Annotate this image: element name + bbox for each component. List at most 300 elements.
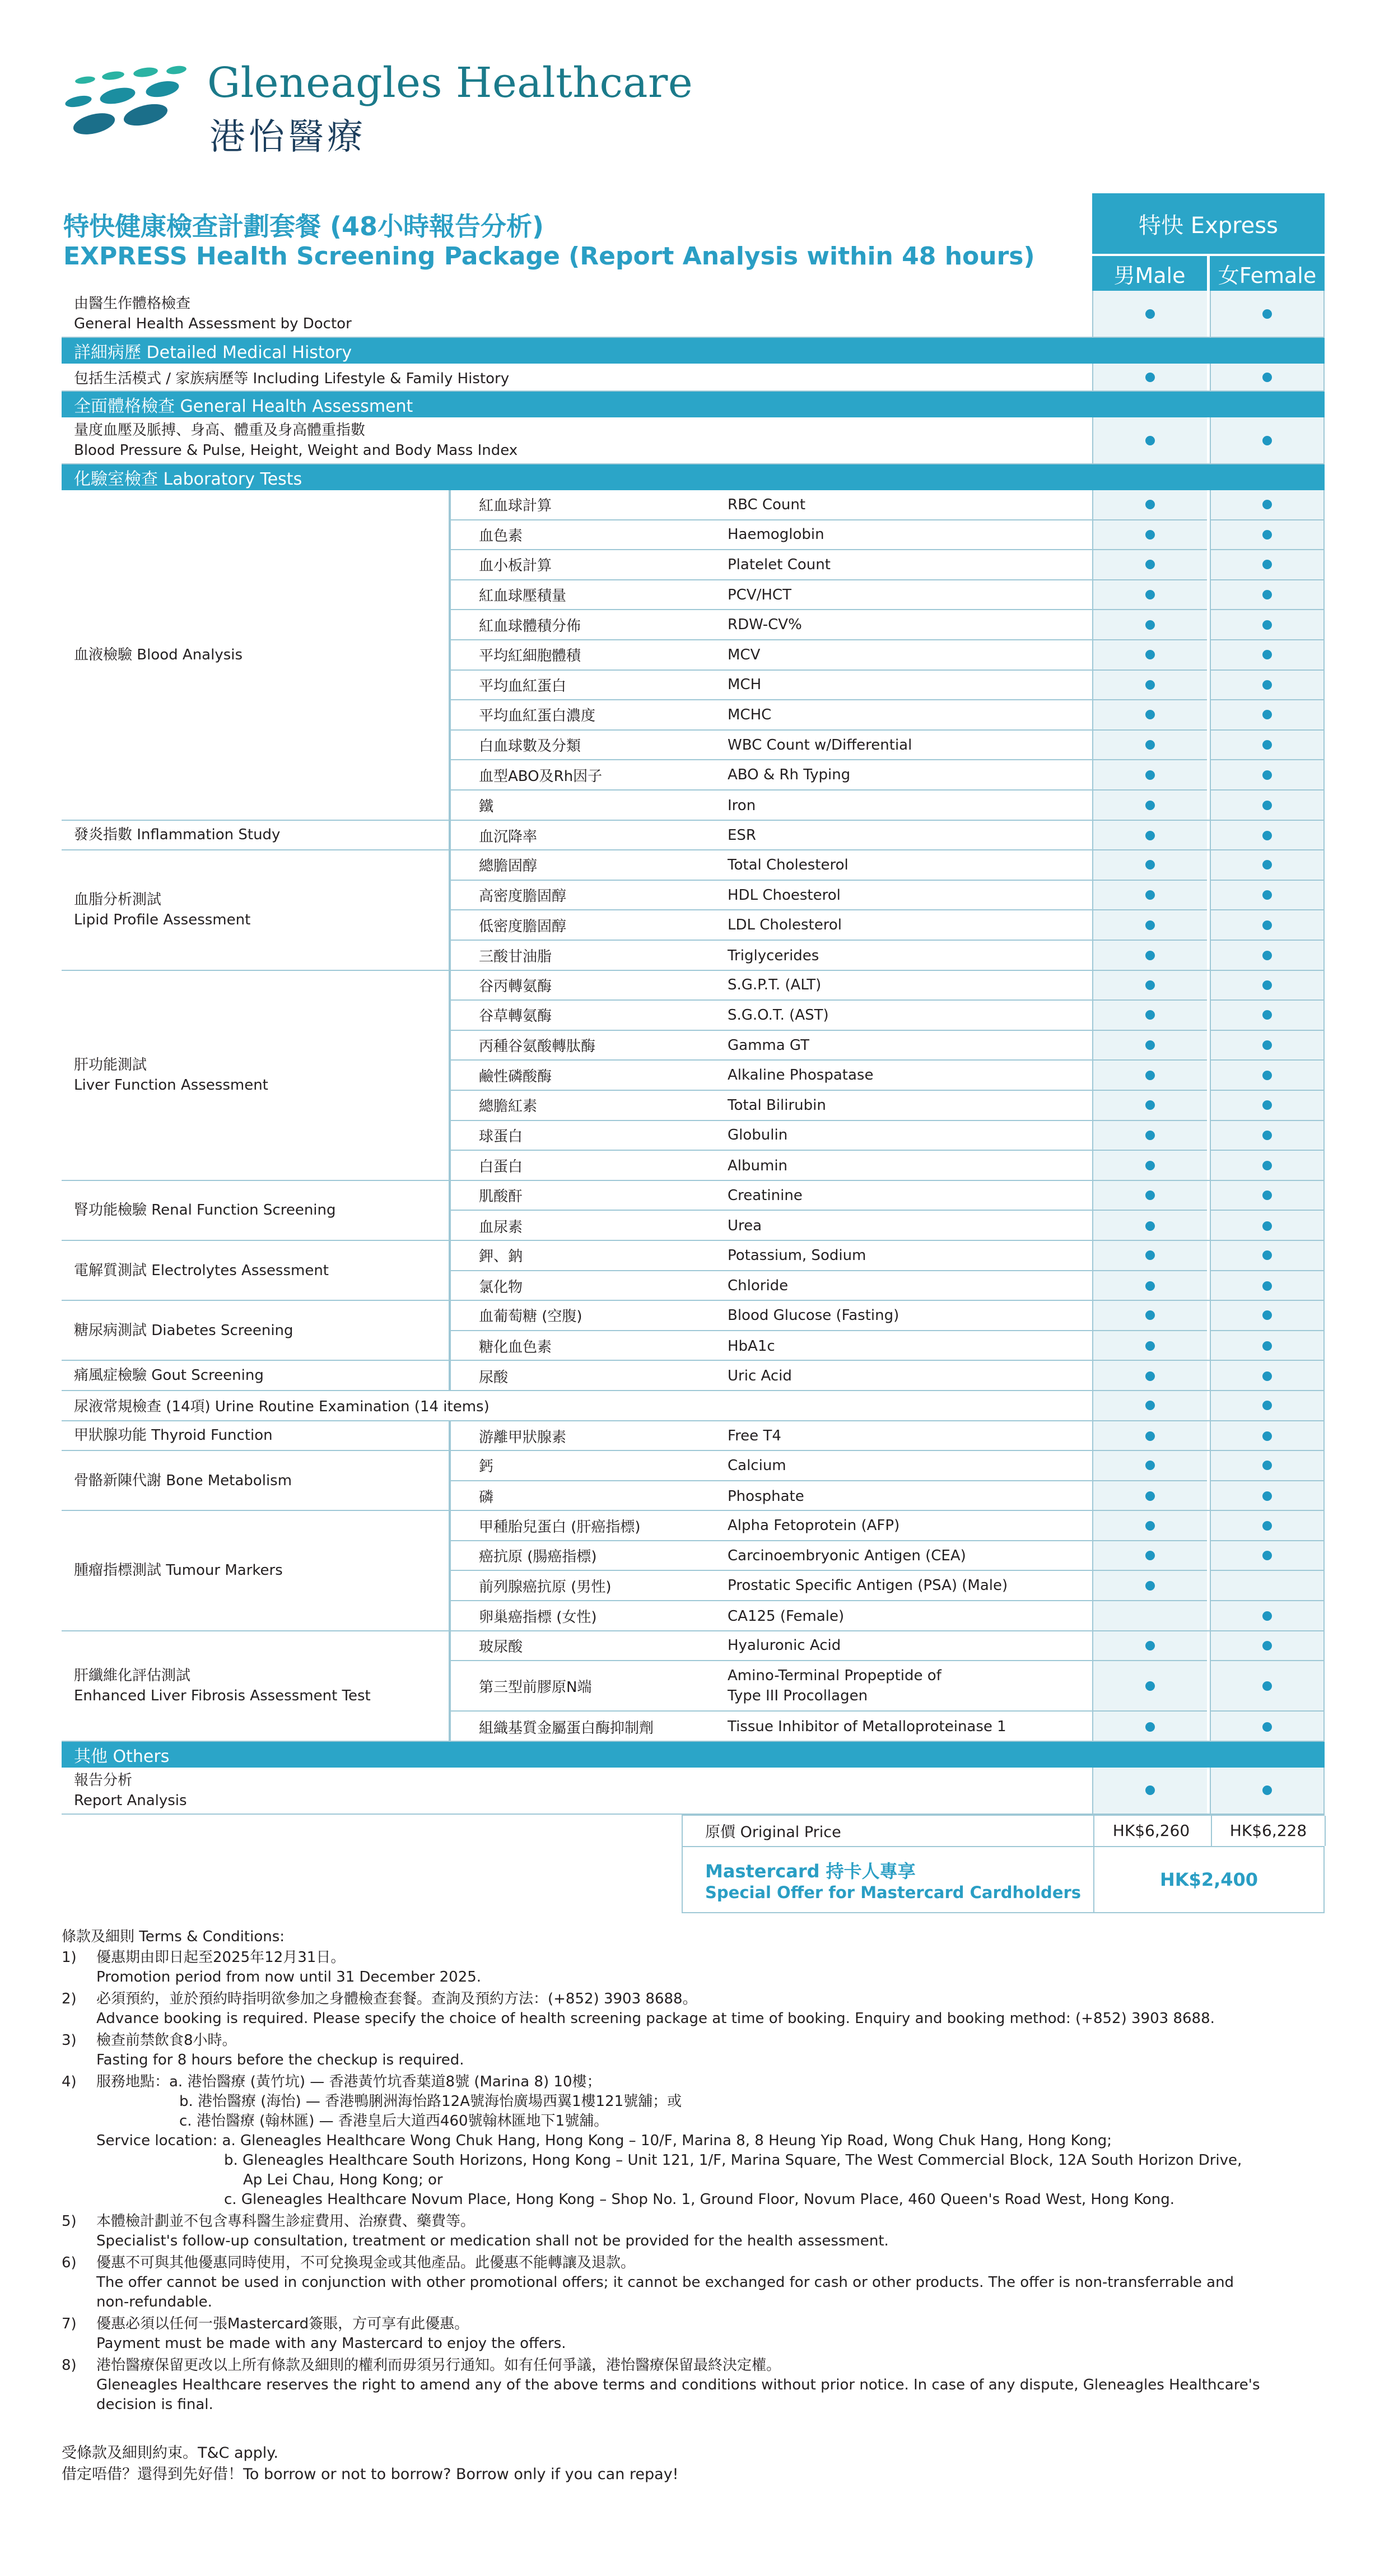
test-group-label: [62, 821, 450, 850]
brand-name-zh: 港怡醫療: [209, 117, 366, 158]
term-line: 港怡醫療保留更改以上所有條款及細則的權利而毋須另行通知。如有任何爭議，港怡醫療保留最終決定權。: [96, 2357, 781, 2374]
test-name-zh: [450, 550, 712, 580]
included-dot-icon: [1262, 920, 1272, 930]
test-name-en-text: RDW-CV%: [728, 616, 802, 634]
included-dot-icon: [1145, 1281, 1155, 1291]
female-column: [1210, 850, 1325, 969]
term-number: 4): [62, 2073, 77, 2090]
included-dot-icon: [1262, 1401, 1272, 1410]
section-others: [62, 1742, 1092, 1768]
included-dot-icon: [1262, 309, 1272, 319]
test-name-en-text: Gamma GT: [728, 1036, 810, 1054]
included-dot-icon: [1145, 560, 1155, 569]
brand-name-en: Gleneagles Healthcare: [207, 59, 693, 107]
included-dot-icon: [1145, 530, 1155, 540]
included-dot-icon: [1145, 1491, 1155, 1501]
female-column: [1210, 1451, 1325, 1510]
footer-notes: [62, 2443, 679, 2485]
term-line: Advance booking is required. Please specify the choice of health screening package at time of booking. Enquiry and booking method: (+852) 3903 8688.: [96, 2010, 1215, 2027]
included-cell: [1211, 1091, 1323, 1121]
included-cell: [1093, 791, 1207, 821]
test-name-zh-text: 血沉降率: [479, 828, 538, 845]
included-dot-icon: [1145, 1551, 1155, 1560]
included-dot-icon: [1145, 309, 1155, 319]
term-line: 檢查前禁飲食8小時。: [96, 2032, 237, 2049]
test-name-en: [712, 1631, 1092, 1662]
test-name-en: [712, 1421, 1092, 1452]
test-name-en: [712, 1241, 1092, 1271]
female-cell: [1210, 364, 1325, 390]
included-dot-icon: [1262, 1100, 1272, 1110]
included-dot-icon: [1145, 1100, 1155, 1110]
included-dot-icon: [1145, 1581, 1155, 1591]
urine-routine-row: [62, 1391, 1325, 1421]
not-included-cell: [1211, 1571, 1323, 1601]
terms-and-conditions: [62, 1927, 1325, 2417]
test-name-en: [712, 580, 1092, 611]
included-cell: [1093, 1121, 1207, 1151]
test-name-zh: [450, 1001, 712, 1031]
test-name-en-text: Total Bilirubin: [728, 1096, 826, 1114]
included-dot-icon: [1262, 1250, 1272, 1260]
test-name-zh: [450, 1121, 712, 1151]
test-name-en-text: Iron: [728, 797, 756, 814]
term-line: 優惠期由即日起至2025年12月31日。: [96, 1949, 346, 1966]
term-line: c. 港怡醫療 (翰林匯) — 香港皇后大道西460號翰林匯地下1號舖。: [179, 2113, 609, 2129]
test-name-zh: [450, 971, 712, 1001]
test-name-zh: [450, 520, 712, 551]
offer-label-zh: Mastercard 持卡人專享: [705, 1860, 916, 1882]
included-cell: [1211, 791, 1323, 821]
test-name-zh: [450, 1601, 712, 1631]
item-label: 尿液常規檢查 (14項) Urine Routine Examination (14 items): [74, 1398, 490, 1416]
included-dot-icon: [1145, 1461, 1155, 1470]
test-name-zh-text: 白血球數及分類: [479, 738, 581, 755]
test-name-en: [712, 700, 1092, 731]
female-column: [1210, 971, 1325, 1180]
female-cell: [1210, 417, 1325, 463]
test-group-label-line: 發炎指數 Inflammation Study: [74, 826, 281, 844]
terms-heading: 條款及細則 Terms & Conditions:: [62, 1928, 285, 1945]
included-dot-icon: [1145, 1521, 1155, 1531]
included-cell: [1211, 1481, 1323, 1512]
term-line: b. Gleneagles Healthcare South Horizons, Hong Kong – Unit 121, 1/F, Marina Square, The West Commercial Block, 12A South Horizon Drive,: [224, 2152, 1242, 2169]
test-name-en-text: Total Cholesterol: [728, 856, 849, 873]
term-line: Specialist's follow-up consultation, treatment or medication shall not be provided for the health assessment.: [96, 2233, 889, 2249]
included-cell: [1211, 1421, 1323, 1452]
test-name-en-text: Creatinine: [728, 1187, 803, 1204]
test-name-zh: [450, 1511, 712, 1541]
test-name-en: [712, 1121, 1092, 1151]
female-cell: [1210, 1391, 1325, 1420]
term-item: [62, 1989, 1325, 2029]
item-label: 包括生活模式 / 家族病歷等 Including Lifestyle & Family History: [74, 370, 510, 387]
male-column: [1092, 1421, 1207, 1450]
term-line: Promotion period from now until 31 December 2025.: [96, 1969, 482, 1986]
included-cell: [1211, 760, 1323, 791]
included-cell: [1093, 520, 1207, 551]
test-name-en-text: MCH: [728, 676, 762, 694]
included-cell: [1211, 1361, 1323, 1391]
included-cell: [1211, 1511, 1323, 1541]
included-dot-icon: [1145, 1722, 1155, 1732]
term-number: 1): [62, 1949, 77, 1966]
test-name-zh: [450, 1631, 712, 1662]
section-bar-fill: [1092, 338, 1325, 364]
package-title-zh: 特快健康檢查計劃套餐 (48小時報告分析): [63, 211, 544, 241]
included-dot-icon: [1145, 801, 1155, 810]
included-cell: [1211, 1661, 1323, 1712]
test-name-en: [712, 1211, 1092, 1241]
included-cell: [1093, 640, 1207, 671]
test-name-zh: [450, 791, 712, 821]
test-name-en-text: Tissue Inhibitor of Metalloproteinase 1: [728, 1718, 1006, 1736]
doctor-assessment-row: [62, 291, 1325, 338]
test-name-en-text: Chloride: [728, 1277, 789, 1295]
included-cell: [1211, 1181, 1323, 1211]
included-cell: [1211, 1211, 1323, 1241]
section-title: 全面體格檢查 General Health Assessment: [74, 397, 413, 416]
included-cell: [1211, 1601, 1323, 1631]
included-cell: [1093, 731, 1207, 761]
mastercard-offer-price: HK$2,400: [1093, 1847, 1325, 1912]
included-dot-icon: [1262, 1431, 1272, 1441]
term-line: 本體檢計劃並不包含專科醫生診症費用、治療費、藥費等。: [96, 2213, 476, 2230]
included-cell: [1093, 1661, 1207, 1712]
test-name-en: [712, 1661, 1092, 1712]
test-name-en-text: Prostatic Specific Antigen (PSA) (Male): [728, 1577, 1008, 1594]
test-group: [62, 1301, 1325, 1361]
test-name-en-text: ABO & Rh Typing: [728, 766, 851, 784]
test-name-zh-text: 谷草轉氨酶: [479, 1008, 552, 1025]
included-dot-icon: [1145, 650, 1155, 659]
included-dot-icon: [1262, 1461, 1272, 1470]
included-cell: [1211, 850, 1323, 881]
included-dot-icon: [1262, 1341, 1272, 1351]
term-item: [62, 2031, 1325, 2070]
original-price-row: [682, 1815, 1325, 1847]
included-cell: [1093, 671, 1207, 701]
section-title: 其他 Others: [74, 1746, 170, 1766]
included-dot-icon: [1262, 710, 1272, 719]
included-dot-icon: [1145, 1131, 1155, 1140]
included-cell: [1093, 1361, 1207, 1391]
test-name-zh-text: 甲種胎兒蛋白 (肝癌指標): [479, 1518, 641, 1536]
test-group-label-line: 糖尿病測試 Diabetes Screening: [74, 1322, 293, 1339]
included-dot-icon: [1262, 860, 1272, 869]
male-column-header: 男Male: [1092, 256, 1207, 291]
mastercard-offer-label: [682, 1847, 1093, 1912]
test-name-en: [712, 1331, 1092, 1361]
included-cell: [1093, 1451, 1207, 1481]
included-dot-icon: [1145, 1641, 1155, 1650]
test-name-en: [712, 610, 1092, 640]
term-line: Gleneagles Healthcare reserves the right to amend any of the above terms and conditions without prior notice. In case of any dispute, Gleneagles Healthcare's: [96, 2377, 1260, 2393]
test-name-en: [712, 1271, 1092, 1301]
included-dot-icon: [1145, 620, 1155, 630]
term-line: Ap Lei Chau, Hong Kong; or: [243, 2172, 443, 2188]
included-cell: [1093, 760, 1207, 791]
test-group: [62, 1631, 1325, 1742]
included-cell: [1211, 610, 1323, 640]
included-cell: [1211, 1151, 1323, 1181]
item-label: [62, 291, 1092, 337]
test-name-zh-text: 三酸甘油脂: [479, 948, 552, 966]
test-name-en-line: Amino-Terminal Propeptide of: [728, 1667, 941, 1685]
included-cell: [1093, 1301, 1207, 1331]
included-cell: [1211, 731, 1323, 761]
included-cell: [1093, 1001, 1207, 1031]
test-name-en: [712, 941, 1092, 971]
test-group-label-line: 血液檢驗 Blood Analysis: [74, 646, 243, 663]
test-group-label-line: 痛風症檢驗 Gout Screening: [74, 1367, 264, 1384]
male-cell: [1092, 291, 1207, 337]
included-dot-icon: [1145, 1040, 1155, 1050]
section-general-assessment: [62, 392, 1092, 417]
term-line: 優惠必須以任何一張Mastercard簽賬，方可享有此優惠。: [96, 2315, 469, 2332]
term-item: [62, 2314, 1325, 2354]
included-cell: [1211, 520, 1323, 551]
test-name-en-text: HbA1c: [728, 1337, 775, 1355]
included-dot-icon: [1145, 1371, 1155, 1381]
included-cell: [1093, 1331, 1207, 1361]
included-cell: [1211, 910, 1323, 941]
report-analysis-row: [62, 1768, 1325, 1815]
term-line: Payment must be made with any Mastercard to enjoy the offers.: [96, 2335, 566, 2352]
test-name-zh-text: 血小板計算: [479, 557, 552, 575]
test-name-zh: [450, 941, 712, 971]
brand-logo: [62, 59, 693, 160]
included-dot-icon: [1262, 620, 1272, 630]
test-name-en: [712, 1451, 1092, 1481]
male-column: [1092, 1241, 1207, 1300]
test-name-en-text: Uric Acid: [728, 1368, 792, 1385]
included-cell: [1093, 1571, 1207, 1601]
test-group-label-line: 電解質測試 Electrolytes Assessment: [74, 1262, 329, 1279]
included-dot-icon: [1262, 1491, 1272, 1501]
test-name-en-text: Triglycerides: [728, 947, 819, 964]
included-dot-icon: [1145, 1191, 1155, 1200]
test-name-en: [712, 1301, 1092, 1331]
term-line: non-refundable.: [96, 2294, 212, 2310]
included-cell: [1211, 640, 1323, 671]
test-name-zh-text: 第三型前膠原N端: [479, 1678, 592, 1696]
test-name-zh: [450, 731, 712, 761]
male-original-price: HK$6,260: [1093, 1816, 1208, 1846]
medical-history-row: [62, 364, 1325, 392]
included-cell: [1211, 1061, 1323, 1091]
gleneagles-logo-icon: [62, 66, 196, 144]
male-cell: [1092, 417, 1207, 463]
included-cell: [1211, 1541, 1323, 1571]
test-name-zh-text: 血色素: [479, 527, 523, 545]
test-name-en-text: LDL Cholesterol: [728, 917, 842, 934]
screening-items-table: [62, 291, 1325, 1815]
test-name-en: [712, 1061, 1092, 1091]
test-group: [62, 821, 1325, 851]
included-dot-icon: [1262, 1521, 1272, 1531]
test-name-zh-text: 鹼性磷酸酶: [479, 1068, 552, 1085]
test-name-zh: [450, 1061, 712, 1091]
item-label-en: Blood Pressure & Pulse, Height, Weight and Body Mass Index: [74, 442, 518, 459]
test-name-en-text: RBC Count: [728, 496, 806, 513]
included-cell: [1093, 971, 1207, 1001]
test-name-zh: [450, 1712, 712, 1742]
section-title: 詳細病歷 Detailed Medical History: [74, 343, 352, 362]
included-dot-icon: [1262, 680, 1272, 690]
female-cell: [1210, 1768, 1325, 1814]
test-name-en: [712, 520, 1092, 551]
included-cell: [1093, 1091, 1207, 1121]
test-name-en-text: S.G.O.T. (AST): [728, 1006, 829, 1024]
item-label-en: General Health Assessment by Doctor: [74, 315, 352, 332]
test-name-zh: [450, 1361, 712, 1391]
test-name-zh: [450, 1031, 712, 1061]
term-line: Service location: a. Gleneagles Healthcare Wong Chuk Hang, Hong Kong – 10/F, Marina 8, 8 Heung Yip Road, Wong Chuk Hang, Hong Kong;: [96, 2132, 1112, 2149]
test-name-en-text: Alkaline Phospatase: [728, 1067, 874, 1084]
male-column: [1092, 971, 1207, 1180]
test-name-en: [712, 731, 1092, 761]
included-dot-icon: [1145, 770, 1155, 780]
test-name-zh-text: 平均紅細胞體積: [479, 648, 581, 665]
test-group-label: [62, 1181, 450, 1240]
test-name-en: [712, 1481, 1092, 1512]
plan-header: 特快 Express: [1092, 193, 1325, 254]
included-cell: [1093, 1031, 1207, 1061]
test-group-label: [62, 1241, 450, 1300]
term-item: [62, 2072, 1325, 2210]
included-cell: [1211, 1121, 1323, 1151]
included-dot-icon: [1145, 1071, 1155, 1080]
test-name-en: [712, 760, 1092, 791]
included-dot-icon: [1262, 1010, 1272, 1020]
test-name-en-text: S.G.P.T. (ALT): [728, 977, 822, 994]
included-cell: [1093, 1241, 1207, 1271]
term-line: Fasting for 8 hours before the checkup is required.: [96, 2052, 464, 2068]
included-cell: [1093, 610, 1207, 640]
test-name-en: [712, 910, 1092, 941]
test-name-zh: [450, 1271, 712, 1301]
test-name-zh-text: 紅血球體積分佈: [479, 617, 581, 635]
test-group-label-line: 血脂分析測試: [74, 891, 162, 909]
test-name-zh: [450, 760, 712, 791]
test-group: [62, 1451, 1325, 1511]
included-dot-icon: [1145, 436, 1155, 445]
included-dot-icon: [1262, 770, 1272, 780]
test-name-zh-text: 鉀、鈉: [479, 1248, 523, 1266]
test-name-en-text: PCV/HCT: [728, 586, 791, 603]
test-name-en-text: Platelet Count: [728, 556, 831, 573]
test-name-en: [712, 490, 1092, 520]
included-dot-icon: [1145, 1681, 1155, 1691]
test-name-en: [712, 791, 1092, 821]
test-group: [62, 971, 1325, 1181]
included-dot-icon: [1262, 740, 1272, 750]
test-name-zh-text: 低密度膽固醇: [479, 918, 567, 935]
term-line: decision is final.: [96, 2396, 213, 2413]
test-name-en-text: Globulin: [728, 1127, 788, 1144]
included-cell: [1211, 700, 1323, 731]
test-group-label: [62, 1361, 450, 1390]
included-dot-icon: [1145, 890, 1155, 900]
test-name-en-text: Carcinoembryonic Antigen (CEA): [728, 1547, 966, 1564]
included-dot-icon: [1145, 1250, 1155, 1260]
included-dot-icon: [1145, 590, 1155, 599]
included-cell: [1211, 1451, 1323, 1481]
test-name-zh-text: 球蛋白: [479, 1128, 523, 1145]
test-name-zh-text: 血尿素: [479, 1219, 523, 1236]
test-group-label-line: Lipid Profile Assessment: [74, 912, 251, 929]
included-dot-icon: [1145, 710, 1155, 719]
test-group: [62, 850, 1325, 970]
test-name-zh-text: 總膽紅素: [479, 1098, 538, 1115]
included-cell: [1211, 1712, 1323, 1742]
test-name-zh-text: 鈣: [479, 1458, 494, 1476]
tc-apply-note: 受條款及細則約束。T&C apply.: [62, 2444, 279, 2462]
test-group: [62, 1361, 1325, 1391]
included-cell: [1093, 1061, 1207, 1091]
term-item: [62, 1948, 1325, 1987]
included-cell: [1211, 490, 1323, 520]
included-dot-icon: [1262, 831, 1272, 840]
test-name-zh: [450, 1661, 712, 1712]
included-cell: [1211, 671, 1323, 701]
test-name-en-text: Blood Glucose (Fasting): [728, 1306, 899, 1324]
included-cell: [1093, 1481, 1207, 1512]
included-cell: [1211, 881, 1323, 911]
test-group-label-line: 肝纖維化評估測試: [74, 1667, 191, 1685]
included-cell: [1211, 1631, 1323, 1662]
term-item: [62, 2212, 1325, 2251]
included-cell: [1093, 1541, 1207, 1571]
included-dot-icon: [1262, 1611, 1272, 1621]
test-group-label: [62, 1421, 450, 1450]
test-group-label: [62, 490, 450, 820]
included-cell: [1093, 1631, 1207, 1662]
included-dot-icon: [1145, 951, 1155, 960]
test-name-en-text: CA125 (Female): [728, 1607, 845, 1625]
test-name-en: [712, 1181, 1092, 1211]
term-line: 優惠不可與其他優惠同時使用，不可兌換現金或其他產品。此優惠不能轉讓及退款。: [96, 2254, 636, 2271]
male-cell: [1092, 1391, 1207, 1420]
male-column: [1092, 821, 1207, 850]
test-name-zh: [450, 1211, 712, 1241]
test-group: [62, 490, 1325, 821]
included-cell: [1211, 1301, 1323, 1331]
test-name-zh: [450, 1151, 712, 1181]
test-group: [62, 1421, 1325, 1452]
test-name-en: [712, 1571, 1092, 1601]
term-line: c. Gleneagles Healthcare Novum Place, Hong Kong – Shop No. 1, Ground Floor, Novum Place, 460 Queen's Road West, Hong Kong.: [224, 2191, 1175, 2208]
test-name-en-text: HDL Choesterol: [728, 886, 841, 904]
test-name-zh: [450, 700, 712, 731]
test-name-en-text: Calcium: [728, 1457, 786, 1474]
term-number: 8): [62, 2357, 77, 2374]
included-dot-icon: [1145, 1431, 1155, 1441]
test-name-zh: [450, 821, 712, 851]
test-group: [62, 1511, 1325, 1631]
term-item: [62, 2356, 1325, 2415]
included-dot-icon: [1262, 1371, 1272, 1381]
male-column: [1092, 1301, 1207, 1360]
included-dot-icon: [1262, 1191, 1272, 1200]
included-cell: [1093, 580, 1207, 611]
test-name-zh-text: 高密度膽固醇: [479, 888, 567, 905]
included-cell: [1211, 550, 1323, 580]
test-name-zh-text: 氯化物: [479, 1278, 523, 1296]
test-name-en-text: Alpha Fetoprotein (AFP): [728, 1517, 900, 1535]
test-group-label-line: 腎功能檢驗 Renal Function Screening: [74, 1202, 336, 1219]
